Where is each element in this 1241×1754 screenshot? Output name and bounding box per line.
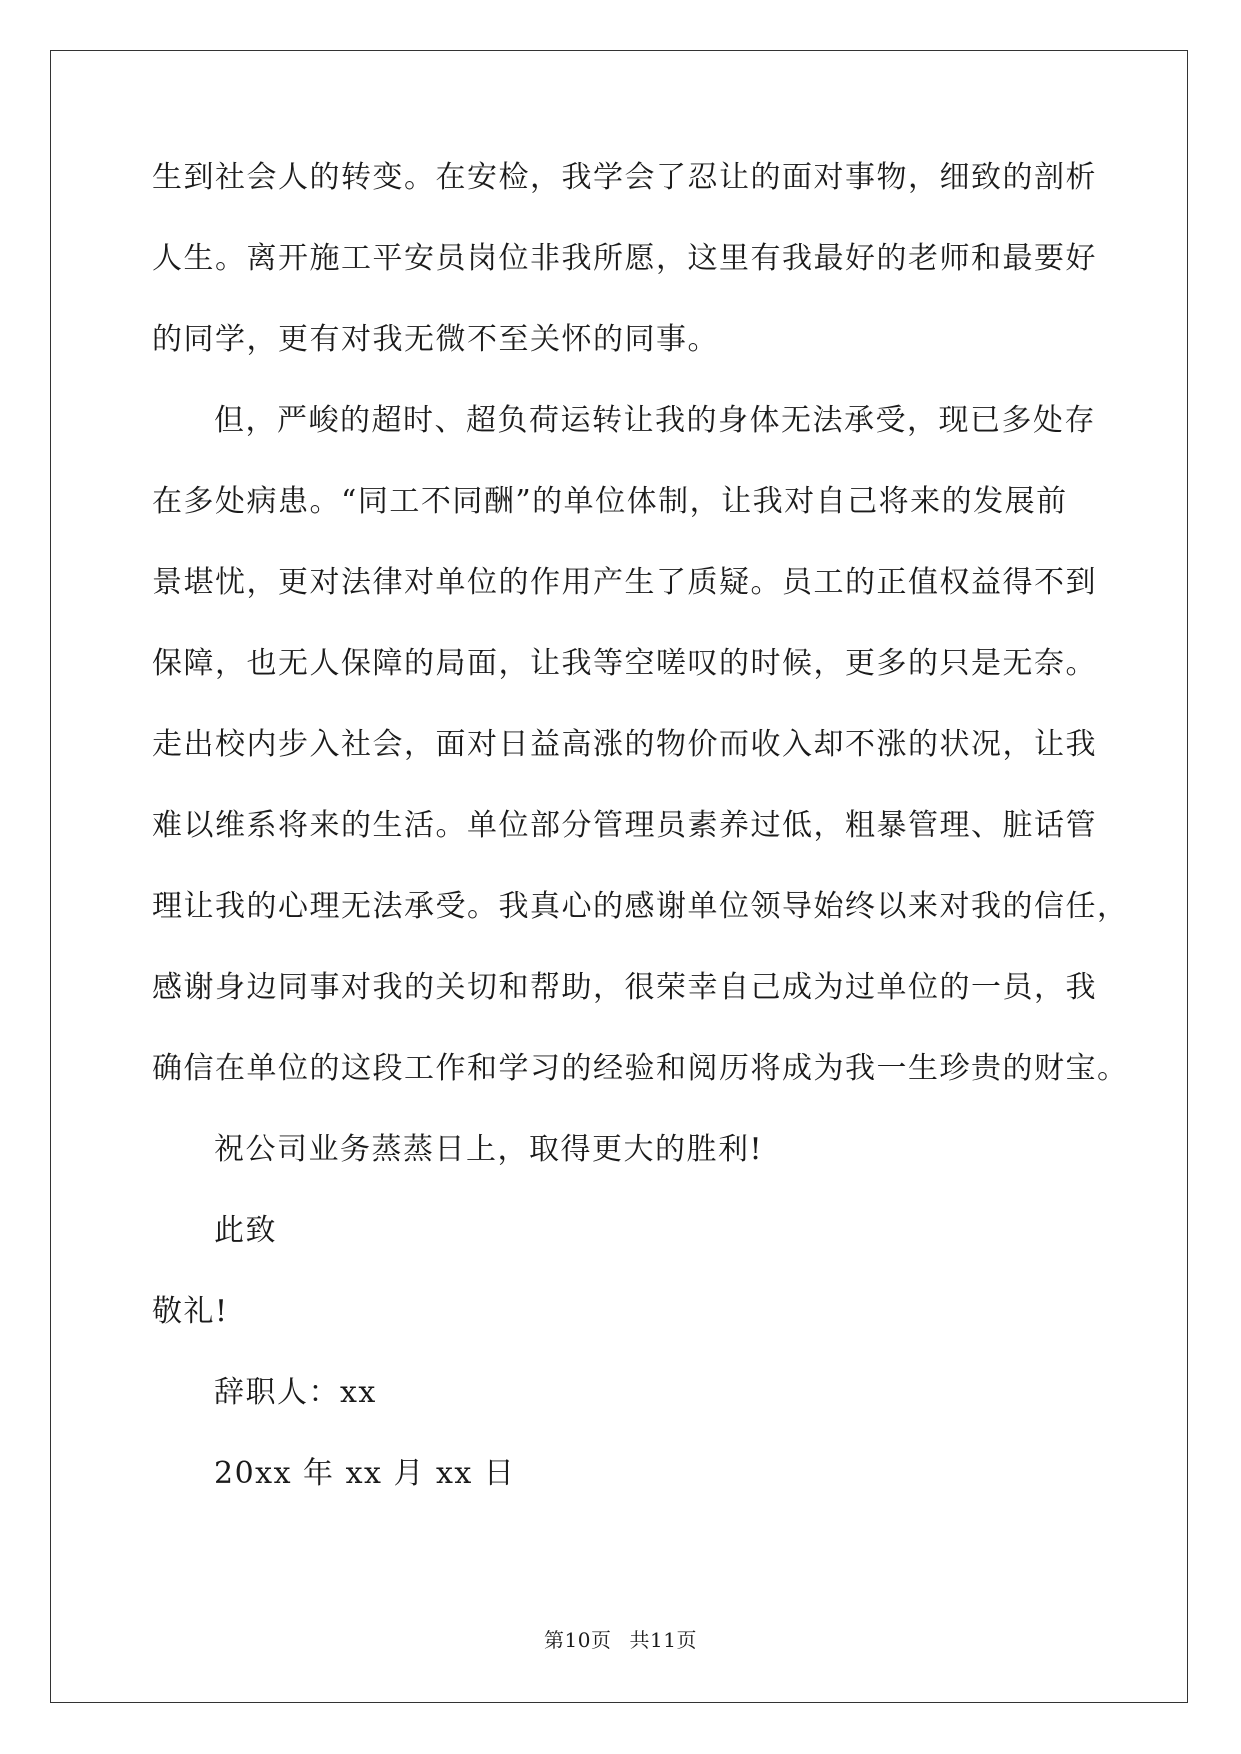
letter-body [152,158,1129,1535]
closing-wish: 祝公司业务蒸蒸日上，取得更大的胜利! [214,1132,764,1167]
text-line: 在多处病患。“同工不同酬”的单位体制，让我对自己将来的发展前 [152,484,1068,519]
page-footer [0,1624,1241,1653]
text-line: 的同学，更有对我无微不至关怀的同事。 [152,322,719,357]
text-line: 确信在单位的这段工作和学习的经验和阅历将成为我一生珍贵的财宝。 [152,1051,1129,1086]
text-line: 保障，也无人保障的局面，让我等空嗟叹的时候，更多的只是无奈。 [152,646,1097,681]
signer-line: 辞职人：xx [214,1375,377,1410]
salutation-regards: 敬礼! [152,1294,229,1329]
text-line: 理让我的心理无法承受。我真心的感谢单位领导始终以来对我的信任， [152,889,1129,924]
text-line: 走出校内步入社会，面对日益高涨的物价而收入却不涨的状况，让我 [152,727,1097,762]
text-line: 人生。离开施工平安员岗位非我所愿，这里有我最好的老师和最要好 [152,241,1097,276]
date-line: 20xx 年 xx 月 xx 日 [214,1456,516,1491]
salutation-line: 此致 [214,1213,277,1248]
total-page-count: 共11页 [629,1628,697,1652]
text-line: 感谢身边同事对我的关切和帮助，很荣幸自己成为过单位的一员，我 [152,970,1097,1005]
text-line: 但，严峻的超时、超负荷运转让我的身体无法承受，现已多处存 [214,403,1096,438]
text-line: 景堪忧，更对法律对单位的作用产生了质疑。员工的正值权益得不到 [152,565,1097,600]
current-page-number: 第10页 [544,1628,612,1652]
text-line: 难以维系将来的生活。单位部分管理员素养过低，粗暴管理、脏话管 [152,808,1097,843]
text-line: 生到社会人的转变。在安检，我学会了忍让的面对事物，细致的剖析 [152,160,1097,195]
